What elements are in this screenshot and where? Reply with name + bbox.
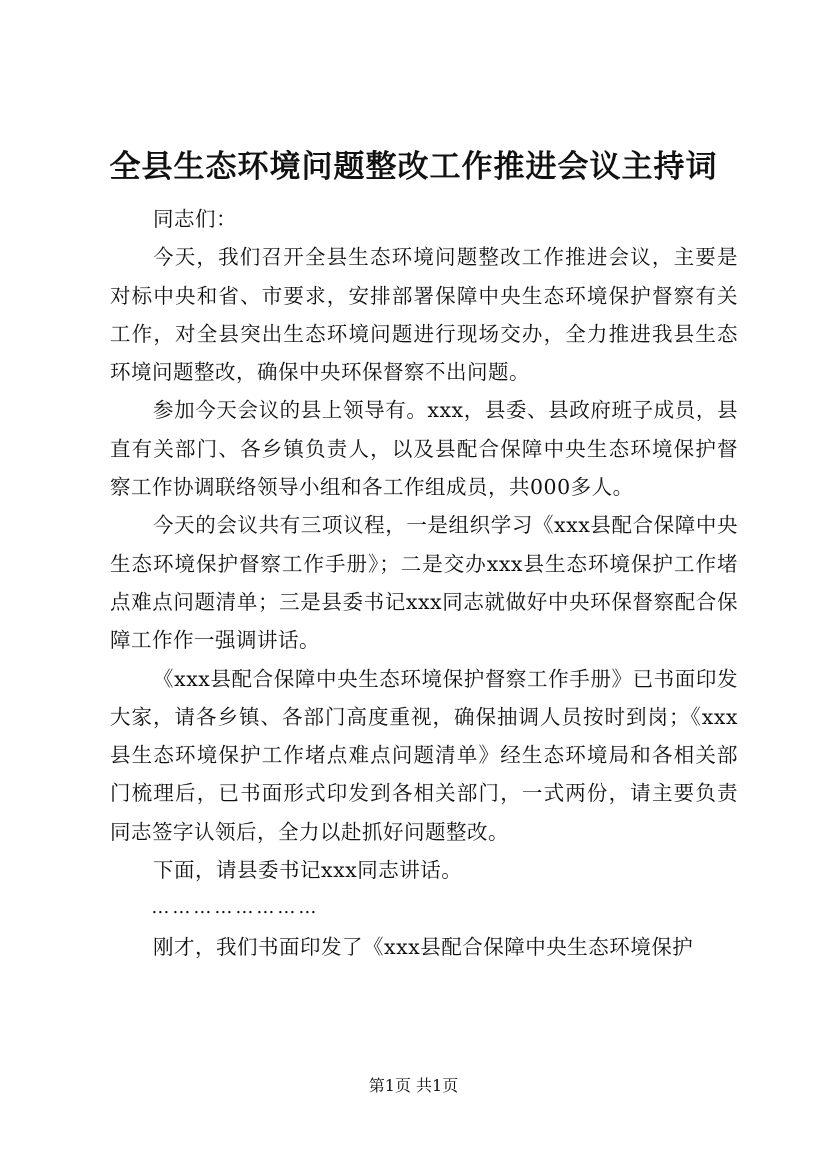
document-body xyxy=(110,200,738,966)
paragraph-closing: 刚才，我们书面印发了《xxx县配合保障中央生态环境保护 xyxy=(153,934,694,959)
paragraph-speech-intro: 下面，请县委书记xxx同志讲话。 xyxy=(153,858,463,883)
page-footer: 第1页 共1页 xyxy=(368,1076,459,1095)
paragraph-opening: 今天，我们召开全县生态环境问题整改工作推进会议，主要是对标中央和省、市要求，安排部署保障中央生态环境保护督察有关工作，对全县突出生态环境问题进行现场交办，全力推进我县生态环境问题整改，确保中央环保督察不出问题。 xyxy=(110,245,738,385)
separator-dots: …………………… xyxy=(151,897,320,919)
document-title: 全县生态环境问题整改工作推进会议主持词 xyxy=(109,149,718,185)
paragraph-attendees: 参加今天会议的县上领导有。xxx，县委、县政府班子成员，县直有关部门、各乡镇负责人，以及县配合保障中央生态环境保护督察工作协调联络领导小组和各工作组成员，共000多人。 xyxy=(110,398,738,500)
paragraph-agenda: 今天的会议共有三项议程，一是组织学习《xxx县配合保障中央生态环境保护督察工作手册》；二是交办xxx县生态环境保护工作堵点难点问题清单；三是县委书记xxx同志就做好中央环保督察配合保障工作作一强调讲话。 xyxy=(110,513,738,653)
paragraph-handbook: 《xxx县配合保障中央生态环境保护督察工作手册》已书面印发大家，请各乡镇、各部门高度重视，确保抽调人员按时到岗；《xxx县生态环境保护工作堵点难点问题清单》经生态环境局和各相关部门梳理后，已书面形式印发到各相关部门，一式两份，请主要负责同志签字认领后，全力以赴抓好问题整改。 xyxy=(110,666,738,844)
salutation: 同志们： xyxy=(153,207,238,231)
